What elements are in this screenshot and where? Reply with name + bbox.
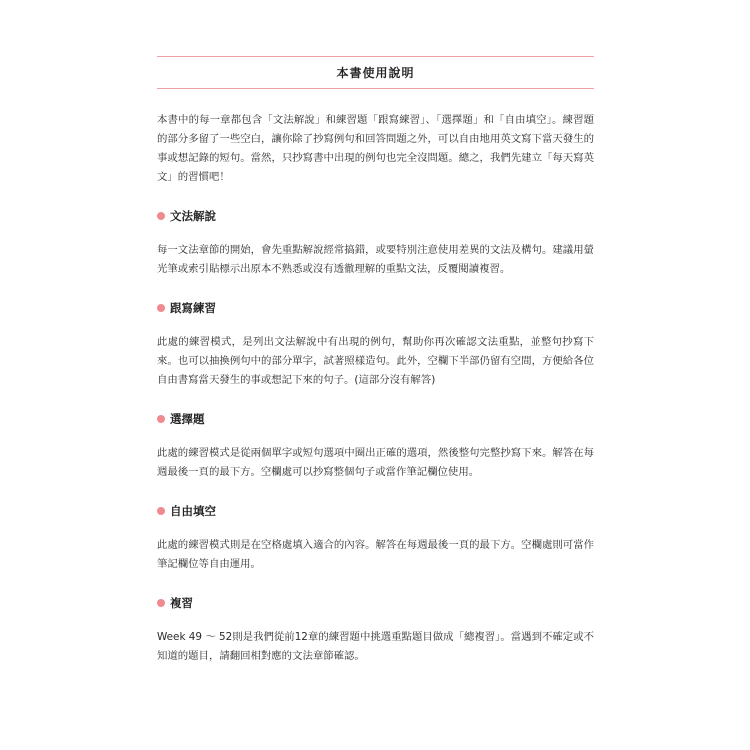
section-heading: 文法解說 xyxy=(170,209,216,223)
section-heading: 選擇題 xyxy=(170,412,205,426)
section-heading: 跟寫練習 xyxy=(170,301,216,315)
section-heading-row xyxy=(157,206,594,226)
bullet-dot-icon xyxy=(157,507,165,515)
bullet-dot-icon xyxy=(157,599,165,607)
section-heading: 複習 xyxy=(170,596,193,610)
section-heading-row xyxy=(157,409,594,429)
section-heading-row xyxy=(157,298,594,318)
section-heading: 自由填空 xyxy=(170,504,216,518)
section-copy-practice xyxy=(157,298,594,390)
section-fill-in xyxy=(157,501,594,574)
section-grammar xyxy=(157,206,594,279)
title-bar xyxy=(157,56,594,89)
section-body: 此處的練習模式，是列出文法解說中有出現的例句，幫助你再次確認文法重點，並整句抄寫下來。也可以抽換例句中的部分單字，試著照樣造句。此外，空欄下半部仍留有空間，方便給各位自由書寫當天發生的事或想記下來的句子。(這部分沒有解答) xyxy=(157,336,594,386)
intro-paragraph: 本書中的每一章都包含「文法解說」和練習題「跟寫練習」、「選擇題」和「自由填空」。練習題的部分多留了一些空白，讓你除了抄寫例句和回答問題之外，可以自由地用英文寫下當天發生的事或想記錄的短句。當然，只抄寫書中出現的例句也完全沒問題。總之，我們先建立「每天寫英文」的習慣吧！ xyxy=(157,114,594,183)
page-title: 本書使用說明 xyxy=(336,66,415,80)
section-body: 此處的練習模式則是在空格處填入適合的內容。解答在每週最後一頁的最下方。空欄處則可當作筆記欄位等自由運用。 xyxy=(157,539,594,570)
section-body: 每一文法章節的開始，會先重點解說經常搞錯，或要特別注意使用差異的文法及構句。建議用螢光筆或索引貼標示出原本不熟悉或沒有透徹理解的重點文法，反覆閱讀複習。 xyxy=(157,244,594,275)
bullet-dot-icon xyxy=(157,212,165,220)
section-heading-row xyxy=(157,593,594,613)
section-review xyxy=(157,593,594,666)
section-multiple-choice xyxy=(157,409,594,482)
bullet-dot-icon xyxy=(157,304,165,312)
section-heading-row xyxy=(157,501,594,521)
section-body: 此處的練習模式是從兩個單字或短句選項中圈出正確的選項，然後整句完整抄寫下來。解答在每週最後一頁的最下方。空欄處可以抄寫整個句子或當作筆記欄位使用。 xyxy=(157,447,594,478)
instructions-page xyxy=(157,56,594,666)
bullet-dot-icon xyxy=(157,415,165,423)
section-body: Week 49 ～ 52則是我們從前12章的練習題中挑選重點題目做成「總複習」。當遇到不確定或不知道的題目，請翻回相對應的文法章節確認。 xyxy=(157,631,594,662)
